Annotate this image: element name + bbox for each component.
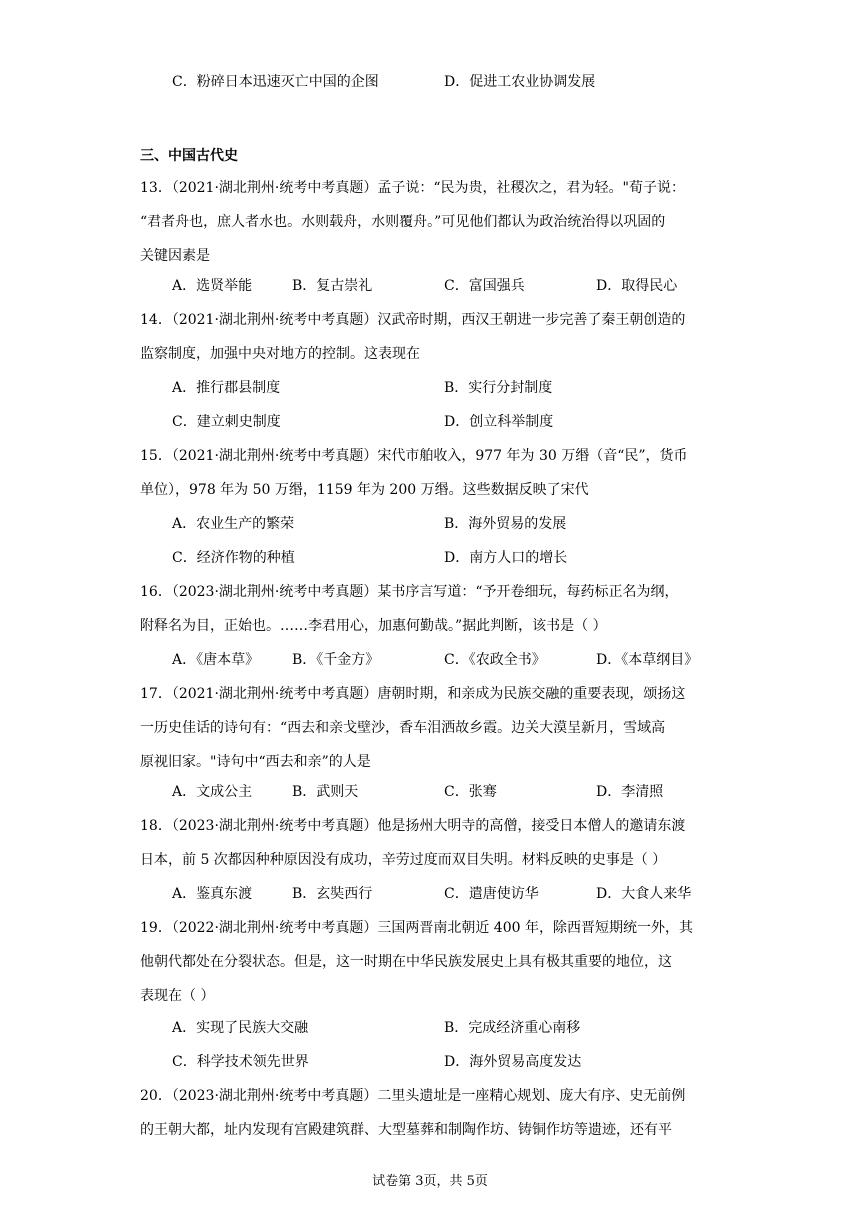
question-16-option-d: D．《本草纲目》 (596, 652, 699, 668)
question-15-option-c: C．经济作物的种植 (172, 550, 295, 566)
question-16-line: 附释名为目，正始也。……李君用心，加惠何勤哉。”据此判断，该书是（ ） (140, 618, 607, 634)
q12-option-c: C．粉碎日本迅速灭亡中国的企图 (172, 74, 379, 90)
question-20-line: 的王朝大都，址内发现有宫殿建筑群、大型墓葬和制陶作坊、铸铜作坊等遗迹，还有平 (140, 1122, 672, 1138)
question-17-option-c: C．张骞 (444, 784, 497, 800)
question-13-line: 关键因素是 (140, 248, 210, 264)
question-15-line: 单位），978 年为 50 万缗，1159 年为 200 万缗。这些数据反映了宋代 (140, 482, 589, 498)
question-17-line: 原视旧家。"诗句中“西去和亲”的人是 (140, 754, 371, 770)
question-13-line: 13．（2021·湖北荆州·统考中考真题）孟子说：“民为贵，社稷次之，君为轻。"荀子说： (140, 180, 685, 196)
question-20-line: 20．（2023·湖北荆州·统考中考真题）二里头遗址是一座精心规划、庞大有序、史无前例 (140, 1088, 686, 1104)
question-14-line: 监察制度，加强中央对地方的控制。这表现在 (140, 346, 420, 362)
question-13-option-d: D．取得民心 (596, 278, 678, 294)
question-15-line: 15．（2021·湖北荆州·统考中考真题）宋代市舶收入，977 年为 30 万缗（音“民”，货币 (140, 448, 688, 464)
question-13-option-a: A．选贤举能 (172, 278, 253, 294)
q12-option-d: D．促进工农业协调发展 (444, 74, 596, 90)
question-17-option-b: B．武则天 (292, 784, 359, 800)
question-19-option-b: B．完成经济重心南移 (444, 1020, 581, 1036)
question-18-line: 日本，前 5 次都因种种原因没有成功，辛劳过度而双目失明。材料反映的史事是（ ） (140, 852, 667, 868)
question-14-option-b: B．实行分封制度 (444, 380, 553, 396)
question-16-line: 16．（2023·湖北荆州·统考中考真题）某书序言写道：“予开卷细玩，每药标正名为纲， (140, 584, 679, 600)
question-13-line: “君者舟也，庶人者水也。水则载舟，水则覆舟。”可见他们都认为政治统治得以巩固的 (140, 214, 666, 230)
question-14-line: 14．（2021·湖北荆州·统考中考真题）汉武帝时期，西汉王朝进一步完善了秦王朝创造的 (140, 312, 686, 328)
question-13-option-b: B．复古崇礼 (292, 278, 373, 294)
question-17-option-a: A．文成公主 (172, 784, 253, 800)
question-14-option-c: C．建立刺史制度 (172, 414, 281, 430)
question-14-option-a: A．推行郡县制度 (172, 380, 281, 396)
question-18-option-c: C．遣唐使访华 (444, 886, 539, 902)
question-17-line: 一历史佳话的诗句有：“西去和亲戈壁沙，香车泪洒故乡霞。边关大漠呈新月，雪域高 (140, 720, 666, 736)
question-19-option-d: D．海外贸易高度发达 (444, 1054, 582, 1070)
question-18-option-a: A．鉴真东渡 (172, 886, 253, 902)
question-19-line: 表现在（ ） (140, 988, 215, 1004)
question-19-line: 19．（2022·湖北荆州·统考中考真题）三国两晋南北朝近 400 年，除西晋短期统一外，其 (140, 920, 693, 936)
question-18-line: 18．（2023·湖北荆州·统考中考真题）他是扬州大明寺的高僧，接受日本僧人的邀请东渡 (140, 818, 686, 834)
question-19-option-a: A．实现了民族大交融 (172, 1020, 309, 1036)
page-footer: 试卷第 3页，共 5页 (372, 1174, 488, 1189)
section-title: 三、中国古代史 (140, 148, 238, 164)
question-15-option-b: B．海外贸易的发展 (444, 516, 567, 532)
question-16-option-a: A．《唐本草》 (172, 652, 260, 668)
question-18-option-d: D．大食人来华 (596, 886, 692, 902)
question-18-option-b: B．玄奘西行 (292, 886, 373, 902)
question-19-line: 他朝代都处在分裂状态。但是，这一时期在中华民族发展史上具有极其重要的地位，这 (140, 954, 672, 970)
question-17-option-d: D．李清照 (596, 784, 664, 800)
question-16-option-c: C．《农政全书》 (444, 652, 546, 668)
question-15-option-a: A．农业生产的繁荣 (172, 516, 295, 532)
question-13-option-c: C．富国强兵 (444, 278, 525, 294)
question-16-option-b: B．《千金方》 (292, 652, 380, 668)
question-15-option-d: D．南方人口的增长 (444, 550, 568, 566)
question-14-option-d: D．创立科举制度 (444, 414, 554, 430)
question-17-line: 17．（2021·湖北荆州·统考中考真题）唐朝时期，和亲成为民族交融的重要表现，颂扬这 (140, 686, 686, 702)
question-19-option-c: C．科学技术领先世界 (172, 1054, 309, 1070)
